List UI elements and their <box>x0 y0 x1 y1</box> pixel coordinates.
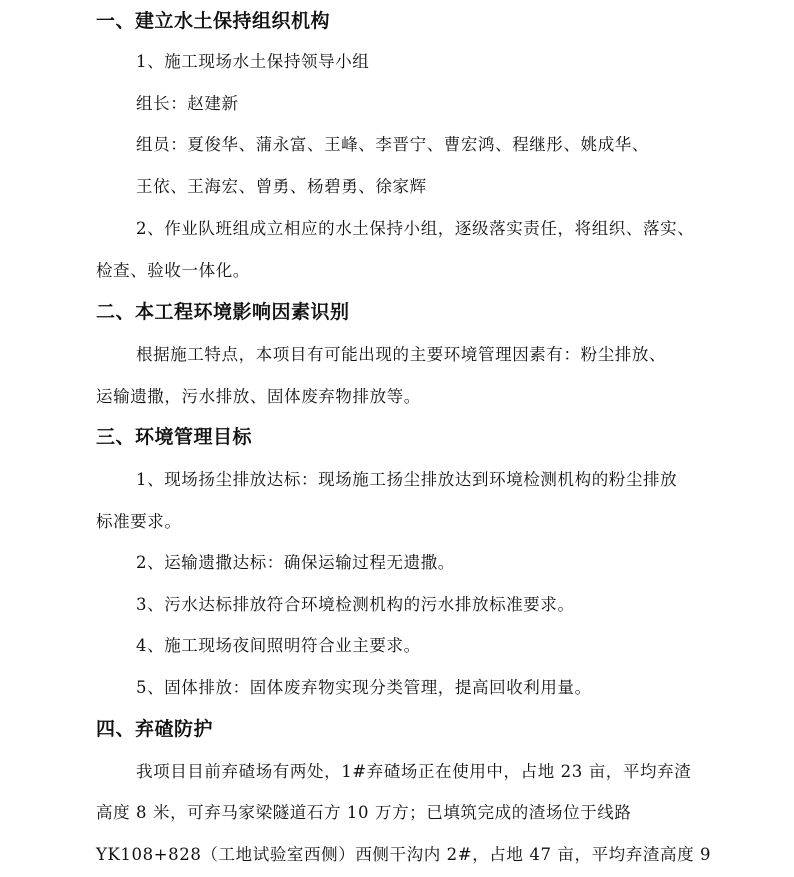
paragraph-line: 我项目目前弃碴场有两处，1#弃碴场正在使用中，占地 23 亩，平均弃渣 <box>136 762 692 781</box>
paragraph-line: 3、污水达标排放符合环境检测机构的污水排放标准要求。 <box>136 595 575 614</box>
paragraph-line: 根据施工特点，本项目有可能出现的主要环境管理因素有：粉尘排放、 <box>136 345 667 364</box>
paragraph-line: 2、作业队班组成立相应的水土保持小组，逐级落实责任，将组织、落实、 <box>136 219 695 238</box>
paragraph-line: 组长：赵建新 <box>136 94 239 113</box>
paragraph-line: 组员：夏俊华、蒲永富、王峰、李晋宁、曹宏鸿、程继彤、姚成华、 <box>136 135 649 154</box>
paragraph-line: 1、施工现场水土保持领导小组 <box>136 52 370 71</box>
section-heading-4: 四、弃碴防护 <box>96 718 214 740</box>
paragraph-line: 高度 8 米，可弃马家梁隧道石方 10 万方；已填筑完成的渣场位于线路 <box>96 803 632 822</box>
paragraph-line: 5、固体排放：固体废弃物实现分类管理，提高回收利用量。 <box>136 678 592 697</box>
paragraph-line: 运输遗撒，污水排放、固体废弃物排放等。 <box>96 387 421 406</box>
paragraph-line: 标准要求。 <box>96 512 182 531</box>
section-heading-2: 二、本工程环境影响因素识别 <box>96 301 350 323</box>
paragraph-line: YK108+828（工地试验室西侧）西侧干沟内 2#，占地 47 亩，平均弃渣高度 9 <box>96 845 712 864</box>
section-heading-3: 三、环境管理目标 <box>96 426 253 448</box>
paragraph-line: 2、运输遗撒达标：确保运输过程无遗撒。 <box>136 553 455 572</box>
paragraph-line: 1、现场扬尘排放达标：现场施工扬尘排放达到环境检测机构的粉尘排放 <box>136 470 678 489</box>
paragraph-line: 4、施工现场夜间照明符合业主要求。 <box>136 636 421 655</box>
paragraph-line: 检查、验收一体化。 <box>96 261 250 280</box>
paragraph-line: 王依、王海宏、曾勇、杨碧勇、徐家辉 <box>136 177 427 196</box>
section-heading-1: 一、建立水土保持组织机构 <box>96 10 331 32</box>
